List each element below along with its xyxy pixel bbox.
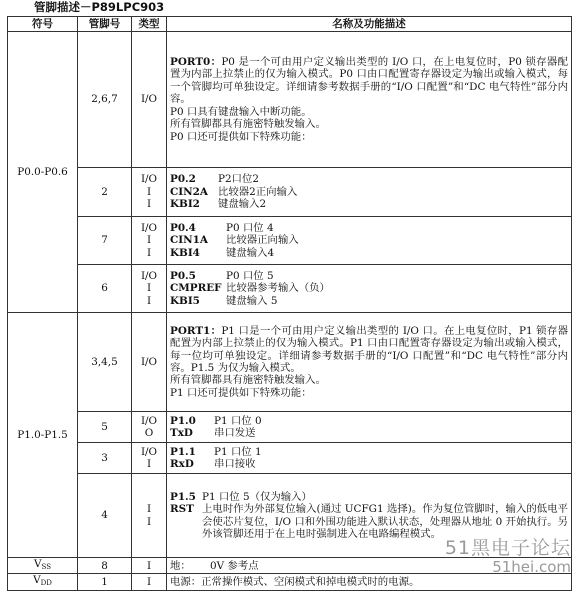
function-name: P1.5 [170, 490, 196, 503]
function-name: P1.0 [170, 414, 196, 427]
function-desc: 串口发送 [214, 427, 256, 439]
type-cell [132, 412, 167, 443]
function-name: KBI5 [170, 294, 200, 307]
function-desc: 比较器正向输入 [226, 234, 299, 247]
port-text: P0 是一个可由用户定义输出类型的 I/O 口，在上电复位时，P0 锁存器配置为内部上拉禁止的仅为输入模式。P0 口由口配置寄存器设定为输出或输入模式，每一个管脚均可单独设定。详细请参考数据手册的“I/O 口配置”和“DC 电气特性”部分内容。 [170, 56, 568, 106]
function-name: CIN1A [170, 234, 208, 247]
function-name: KBI2 [170, 198, 200, 211]
function-desc: P1 口位 0 [214, 414, 262, 427]
type-cell [132, 443, 167, 474]
type-value: I [146, 503, 152, 516]
symbol-cell [8, 558, 78, 574]
pin-description-table [7, 16, 572, 591]
type-value: I [146, 185, 152, 198]
description-cell [167, 574, 572, 590]
type-value: I/O [140, 221, 158, 234]
table-row [8, 168, 572, 217]
function-name: 地： [170, 559, 191, 572]
watermark-title: 51黑电子论坛 [444, 537, 571, 559]
table-row [8, 265, 572, 313]
function-name: CIN2A [170, 185, 208, 198]
port-description [170, 56, 568, 106]
function-desc: 键盘输入4 [226, 246, 275, 259]
header-pin: 管脚号 [78, 17, 132, 32]
description-line: 所有管脚都具有施密特触发输入。 [170, 118, 326, 131]
symbol-text: V [34, 558, 42, 570]
type-cell [132, 265, 167, 313]
port-label: PORT0： [170, 56, 222, 69]
table-row [8, 313, 572, 412]
type-cell [132, 474, 167, 558]
type-cell [132, 168, 167, 217]
pin-cell: 5 [78, 412, 132, 443]
type-cell [132, 217, 167, 265]
function-name: TxD [170, 427, 193, 439]
type-value: I/O [140, 173, 158, 186]
symbol-subscript: SS [41, 563, 51, 571]
function-desc: 串口接收 [214, 458, 256, 470]
function-name: P0.5 [170, 269, 196, 282]
type-value: I/O [140, 269, 158, 282]
function-desc: 比较器2正向输入 [218, 185, 298, 198]
function-desc: 0V 参考点 [210, 559, 259, 572]
symbol-subscript: DD [40, 579, 52, 588]
table-row [8, 412, 572, 443]
symbol-cell: P1.0-P1.5 [8, 313, 78, 558]
header-row [8, 17, 572, 32]
function-name: 电源： [170, 575, 202, 588]
pin-cell: 4 [78, 474, 132, 558]
function-name: CMPREF [170, 282, 222, 295]
type-value: I [146, 246, 152, 259]
port-description [170, 325, 568, 375]
type-cell: I/O [132, 32, 167, 168]
function-desc: P0 口位 4 [226, 221, 274, 234]
function-name: P0.2 [170, 173, 196, 186]
type-value: I [146, 198, 152, 211]
symbol-cell: P0.0-P0.6 [8, 32, 78, 313]
description-line: P1 口还可提供如下特殊功能： [170, 386, 312, 399]
pin-cell: 3,4,5 [78, 313, 132, 412]
description-cell [167, 168, 572, 217]
function-desc: P2口位2 [218, 173, 259, 186]
header-description: 名称及功能描述 [167, 17, 572, 32]
description-line: 所有管脚都具有施密特触发输入。 [170, 374, 326, 387]
description-cell [167, 217, 572, 265]
function-desc: 键盘输入 5 [226, 294, 278, 307]
pin-cell: 1 [78, 574, 132, 590]
type-value: I [146, 282, 152, 295]
header-symbol: 符号 [8, 17, 78, 32]
type-value: O [144, 427, 154, 439]
description-line: P0 口还可提供如下特殊功能： [170, 130, 312, 143]
pin-cell: 8 [78, 558, 132, 574]
port-text: P1 口是一个可由用户定义输出类型的 I/O 口。在上电复位时，P1 锁存器配置为内部上拉禁止的仅为输入模式。P1 口由口配置寄存器设定为输出或输入模式，每一位均可单独设定。详细请参考数据手册的“I/O 口配置”和“DC 电气特性”部分内容。P1.5 为仅为输入模式。 [170, 324, 568, 374]
description-cell [167, 443, 572, 474]
function-desc: 比较器参考输入（负） [226, 282, 330, 295]
type-value: I [146, 234, 152, 247]
table-caption: 管脚描述－P89LPC903 [34, 0, 165, 14]
type-value: I/O [140, 414, 158, 427]
description-line: P0 口具有键盘输入中断功能。 [170, 105, 312, 118]
pin-cell: 3 [78, 443, 132, 474]
type-cell: I [132, 558, 167, 574]
function-desc: P1 口位 1 [214, 445, 262, 458]
table-row [8, 217, 572, 265]
pin-cell: 2 [78, 168, 132, 217]
type-cell: I/O [132, 313, 167, 412]
type-value: I [146, 458, 152, 470]
pin-cell: 6 [78, 265, 132, 313]
type-value: I [146, 515, 152, 528]
function-name: P0.4 [170, 221, 196, 234]
table-row [8, 574, 572, 590]
function-name: RST [170, 503, 194, 516]
type-value: I [146, 294, 152, 307]
symbol-text: V [33, 574, 41, 587]
watermark [445, 533, 571, 576]
description-cell [167, 32, 572, 168]
function-desc: 上电时作为外部复位输入(通过 UCFG1 选择)。作为复位管脚时，输入的低电平会使芯片复位，I/O 口和外围功能进入默认状态，处理器从地址 0 开始执行。另外该管脚还用于在上电时强制进入在电路编程模式。 [202, 503, 568, 540]
description-cell [167, 313, 572, 412]
description-cell [167, 265, 572, 313]
symbol-cell [8, 574, 78, 590]
type-value: I/O [140, 445, 158, 458]
pin-cell: 2,6,7 [78, 32, 132, 168]
table-row [8, 443, 572, 474]
watermark-url: 51hei.com [492, 558, 571, 576]
header-type: 类型 [132, 17, 167, 32]
function-desc: P0 口位 5 [226, 269, 274, 282]
table-row [8, 32, 572, 168]
port-label: PORT1： [170, 324, 222, 337]
function-desc: P1 口位 5（仅为输入） [202, 490, 312, 503]
function-name: KBI4 [170, 246, 200, 259]
function-name: P1.1 [170, 445, 196, 458]
function-desc: 键盘输入2 [218, 198, 267, 211]
pin-cell: 7 [78, 217, 132, 265]
function-desc: 正常操作模式、空闲模式和掉电模式时的电源。 [201, 575, 420, 588]
type-cell: I [132, 574, 167, 590]
description-cell [167, 412, 572, 443]
function-name: RxD [170, 458, 194, 470]
